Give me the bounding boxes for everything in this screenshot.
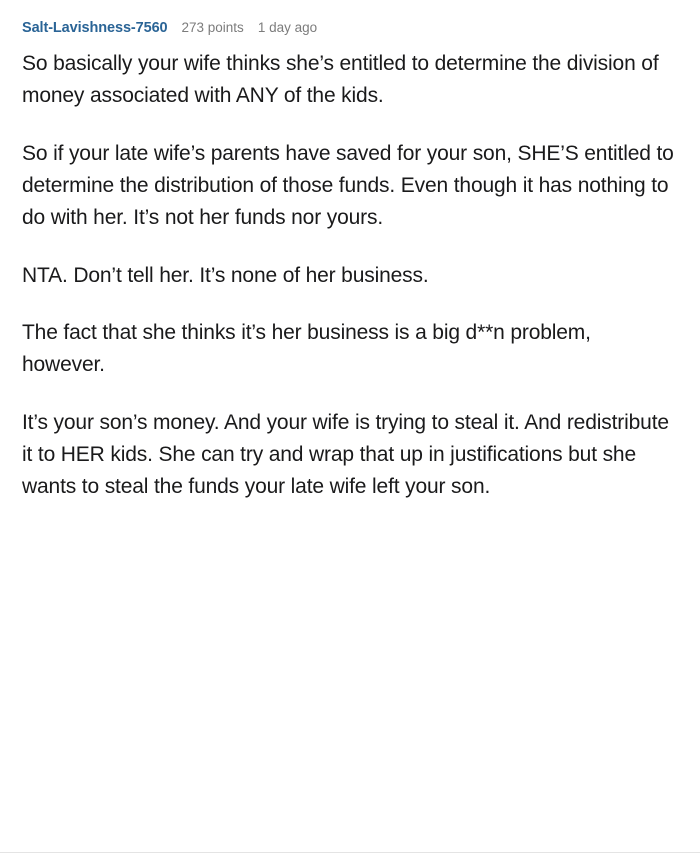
comment-paragraph: It’s your son’s money. And your wife is trying to steal it. And redistribute it to HER kids. She can try and wrap that up in justifications but she wants to steal the funds your late wife left your son. (22, 411, 669, 499)
comment-author-link[interactable]: Salt-Lavishness-7560 (22, 20, 168, 36)
comment-paragraph: So basically your wife thinks she’s entitled to determine the division of money associated with ANY of the kids. (22, 52, 659, 107)
comment-score: 273 points (181, 20, 244, 35)
comment-body (22, 48, 678, 503)
comment-header (22, 20, 678, 36)
comment-timestamp: 1 day ago (257, 20, 318, 35)
comment-paragraph: The fact that she thinks it’s her business is a big d**n problem, however. (22, 321, 591, 377)
comment-paragraph: So if your late wife’s parents have saved for your son, SHE’S entitled to determine the distribution of those funds. Even though it has nothing to do with her. It’s not her funds nor yours. (22, 141, 674, 229)
comment-paragraph: NTA. Don’t tell her. It’s none of her business. (22, 263, 429, 287)
